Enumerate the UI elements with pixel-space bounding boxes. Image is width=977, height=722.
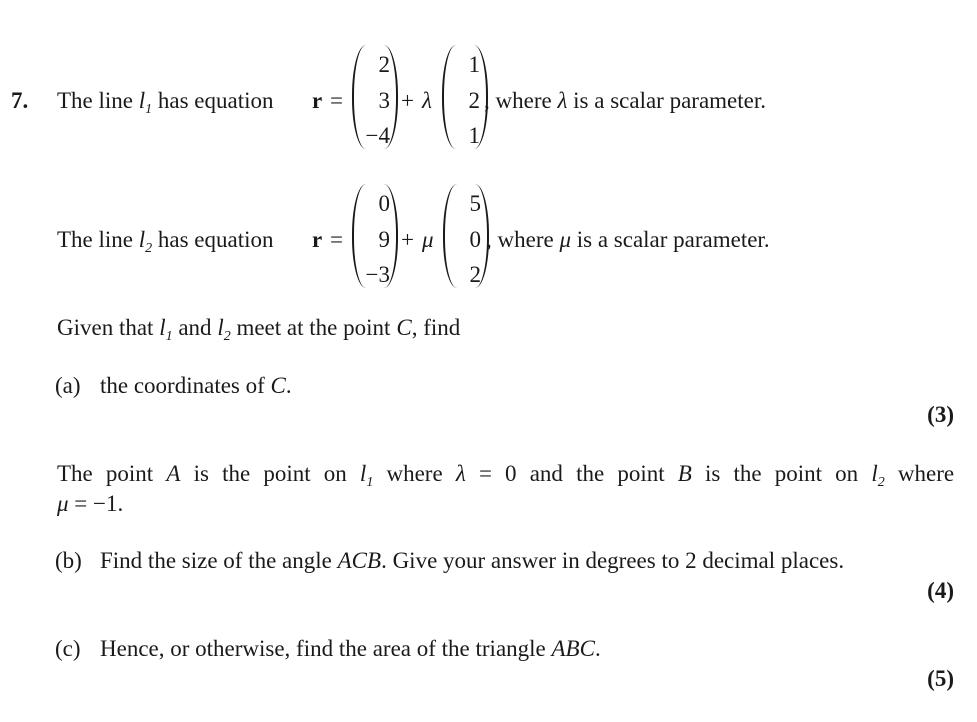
line2-letter: l (138, 227, 146, 252)
line1-plus: + (401, 88, 414, 113)
part-a-point: C (270, 373, 286, 398)
line1-dir-z: 1 (468, 123, 480, 148)
line2-pos-x: 0 (378, 191, 390, 216)
part-c-label: (c) (55, 636, 81, 661)
line1-letter: l (138, 88, 146, 113)
part-b-body-a: Find the size of the angle (100, 548, 332, 573)
intro-b-l1 (359, 461, 374, 490)
intro-b-mu: μ (57, 491, 69, 516)
given-l2-letter: l (217, 315, 224, 340)
line2-plus: + (401, 227, 414, 252)
line2-suffix (486, 228, 770, 251)
part-c-marks: (5) (927, 666, 954, 691)
part-b-angle: ACB (337, 548, 382, 573)
line2-dir-z: 2 (469, 262, 481, 287)
line1-dir-y: 2 (468, 88, 480, 113)
line1-pos-y: 3 (378, 88, 390, 113)
given-statement (57, 315, 461, 344)
part-a-end: . (285, 373, 292, 398)
line2-pos-z: −3 (365, 262, 390, 287)
line2-r: r (312, 227, 323, 252)
given-l1-letter: l (159, 315, 166, 340)
line1-lambda: λ (422, 88, 432, 113)
line2-statement (57, 227, 274, 256)
given-l2 (217, 315, 231, 344)
given-l1-subscript: 1 (165, 329, 173, 344)
part-c-triangle: ABC (551, 636, 595, 661)
line1-statement (57, 88, 274, 117)
line2-prefix: The line (57, 227, 133, 252)
intro-b-w1: The point (57, 461, 154, 486)
intro-b-w2: is the point on (193, 461, 347, 486)
line1-pos-z: −4 (365, 123, 390, 148)
given-d: , find (411, 315, 461, 340)
line2-position-vector (352, 184, 398, 288)
part-c-body-a: Hence, or otherwise, find the area of the triangle (100, 636, 546, 661)
line1-subscript: 1 (145, 102, 153, 117)
given-b: meet at the point (236, 315, 391, 340)
part-c-body-b: . (594, 636, 601, 661)
line2-equals: = (330, 227, 343, 252)
line1-suffix (484, 89, 766, 112)
line1-suffix-a: , where (484, 88, 552, 113)
part-c-text (100, 637, 601, 660)
line1-r: r (312, 88, 323, 113)
given-l2-subscript: 2 (223, 329, 231, 344)
line2-suffix-mu: μ (559, 227, 571, 252)
line2-subscript: 2 (145, 241, 153, 256)
line1-suffix-lambda: λ (557, 88, 568, 113)
line2-mu: μ (422, 227, 434, 252)
intro-b-l2 (871, 461, 885, 490)
line2-direction-vector (443, 184, 489, 288)
intro-b-a: A (166, 461, 181, 486)
part-b-marks: (4) (927, 578, 954, 603)
line1-pos-x: 2 (378, 52, 390, 77)
part-b-body-b: . Give your answer in degrees to 2 decimal places. (381, 548, 845, 573)
given-and: and (178, 315, 212, 340)
intro-b-w6: where (897, 461, 955, 486)
part-a-text (100, 374, 292, 397)
part-a-label: (a) (55, 373, 81, 398)
line1-position-vector (352, 45, 398, 149)
intro-b-w5: is the point on (704, 461, 859, 486)
intro-b-w3: where (386, 461, 443, 486)
line1-direction-vector (442, 45, 488, 149)
line2-dir-x: 5 (469, 191, 481, 216)
intro-b-lambda: λ (455, 461, 466, 486)
intro-b-b: B (677, 461, 692, 486)
part-a-body: the coordinates of (100, 373, 265, 398)
intro-b-l1-subscript: 1 (366, 475, 374, 490)
given-a: Given that (57, 315, 154, 340)
part-b-text (100, 549, 844, 572)
part-b-label: (b) (55, 548, 82, 573)
given-point-c: C (396, 315, 412, 340)
line2-dir-y: 0 (469, 227, 481, 252)
line1-suffix-b: is a scalar parameter. (573, 88, 766, 113)
given-l1 (159, 315, 173, 344)
line2-suffix-b: is a scalar parameter. (576, 227, 770, 252)
line1-equals: = (330, 88, 343, 113)
intro-b-l2-subscript: 2 (877, 475, 885, 490)
line1-prefix: The line (57, 88, 133, 113)
part-a-marks: (3) (927, 402, 954, 427)
intro-b-w4: = 0 and the point (478, 461, 665, 486)
line2-has-eq: has equation (157, 227, 274, 252)
line2-suffix-a: , where (486, 227, 554, 252)
line1-has-eq: has equation (157, 88, 274, 113)
intro-b-l1-letter: l (359, 461, 367, 486)
line2-symbol (138, 227, 153, 256)
intro-b-w7: = −1. (74, 491, 124, 516)
intro-b-line2 (57, 492, 123, 515)
intro-b-line (57, 461, 955, 490)
line1-dir-x: 1 (468, 52, 480, 77)
question-number: 7. (11, 88, 29, 113)
line2-pos-y: 9 (378, 227, 390, 252)
line1-symbol (138, 88, 153, 117)
intro-b-l2-letter: l (871, 461, 878, 486)
